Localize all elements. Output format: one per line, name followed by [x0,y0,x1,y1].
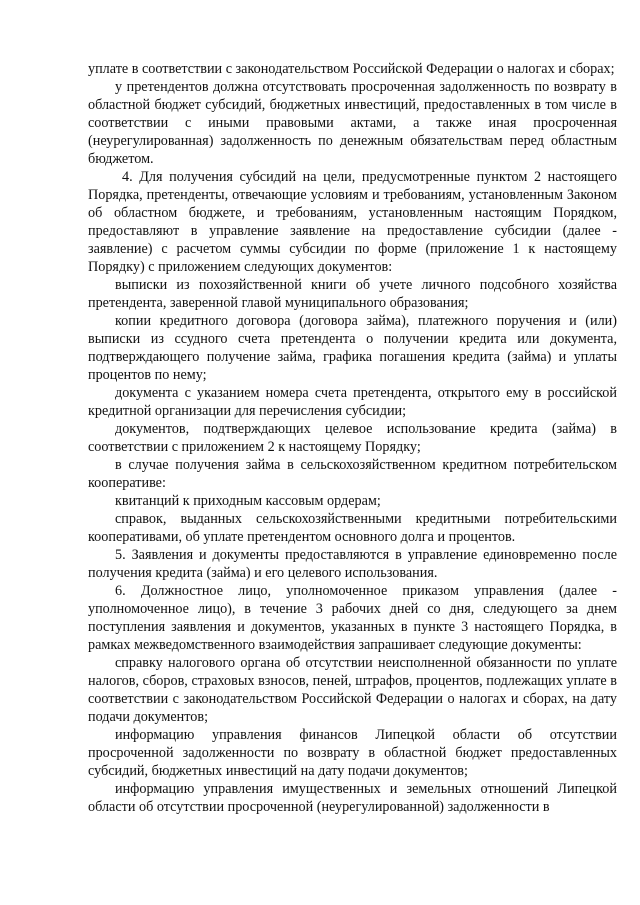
paragraph-list-target-use: документов, подтверждающих целевое использование кредита (займа) в соответствии с приложением 2 к настоящему Порядку; [88,421,617,455]
paragraph-list-property-info: информацию управления имущественных и земельных отношений Липецкой области об отсутствии просроченной (неурегулированной) задолженности в [88,781,617,815]
paragraph-item-6: 6. Должностное лицо, уполномоченное приказом управления (далее - уполномоченное лицо), в течение 3 рабочих дней со дня, следующего за днем поступления заявления и документов, указанных в пункте 3 настоящего Порядка, в рамках межведомственного взаимодействия запрашивает следующие документы: [88,583,617,653]
paragraph-list-finance-info: информацию управления финансов Липецкой области об отсутствии просроченной задолженности по возврату в областной бюджет предоставленных субсидий, бюджетных инвестиций на дату подачи документов; [88,727,617,779]
paragraph-list-account-number: документа с указанием номера счета претендента, открытого ему в российской кредитной организации для перечисления субсидии; [88,385,617,419]
paragraph-item-4: 4. Для получения субсидий на цели, предусмотренные пунктом 2 настоящего Порядка, претенденты, отвечающие условиям и требованиям, установленным Законом об областном бюджете, и требованиям, установленным настоящим Порядком, предоставляют в управление заявление на предоставление субсидии (далее - заявление) с расчетом суммы субсидии по форме (приложение 1 к настоящему Порядку) с приложением следующих документов: [88,169,617,275]
paragraph-list-tax-certificate: справку налогового органа об отсутствии неисполненной обязанности по уплате налогов, сборов, страховых взносов, пеней, штрафов, процентов, подлежащих уплате в соответствии с законодательством Российской Федерации о налогах и сборах, на дату подачи документов; [88,655,617,725]
paragraph-list-certificates: справок, выданных сельскохозяйственными кредитными потребительскими кооперативами, об уплате претендентом основного долга и процентов. [88,511,617,545]
paragraph-debt-requirement: у претендентов должна отсутствовать просроченная задолженность по возврату в областной бюджет субсидий, бюджетных инвестиций, предоставленных в том числе в соответствии с иными правовыми актами, а также иная просроченная (неурегулированная) задолженность по денежным обязательствам перед областным бюджетом. [88,79,617,167]
paragraph-continuation: уплате в соответствии с законодательством Российской Федерации о налогах и сборах; [88,61,615,77]
paragraph-list-household-book: выписки из похозяйственной книги об учете личного подсобного хозяйства претендента, заверенной главой муниципального образования; [88,277,617,311]
document-page [88,60,617,816]
paragraph-list-credit-contract: копии кредитного договора (договора займа), платежного поручения и (или) выписки из ссудного счета претендента о получении кредита или документа, подтверждающего получение займа, графика погашения кредита (займа) и уплаты процентов по нему; [88,313,617,383]
paragraph-list-receipts: квитанций к приходным кассовым ордерам; [115,493,381,509]
paragraph-item-5: 5. Заявления и документы предоставляются в управление единовременно после получения кредита (займа) и его целевого использования. [88,547,617,581]
paragraph-list-cooperative-loan: в случае получения займа в сельскохозяйственном кредитном потребительском кооперативе: [88,457,617,491]
